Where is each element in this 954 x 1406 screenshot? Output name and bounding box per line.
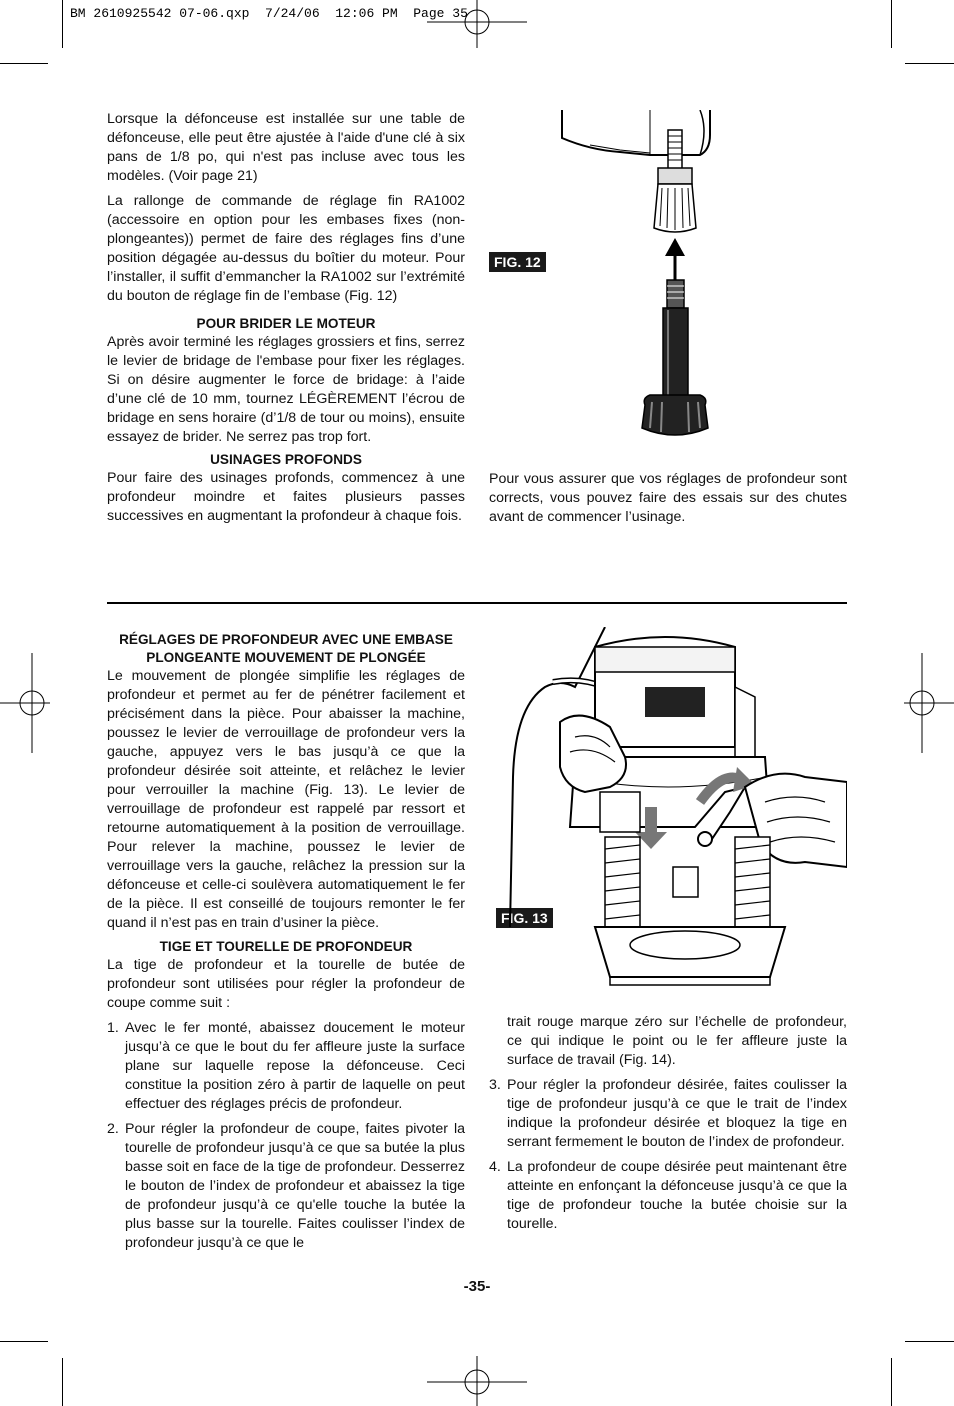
list-item xyxy=(107,1120,465,1253)
list-item-text: Pour régler la profondeur de coupe, faites pivoter la tourelle de profondeur jusqu’à ce que sa butée la plus basse soit en face de la tige de profondeur. Desserrez le bouton de l’index de profondeur et abaissez la tige de profondeur jusqu’à ce qu'elle touche la butée la plus basse sur la tourelle. Faites coulisser l’index de profondeur jusqu’à ce que le xyxy=(125,1121,465,1251)
page-number: -35- xyxy=(463,1278,491,1295)
fig-13-illustration xyxy=(505,627,847,987)
paragraph-usinages: Pour faire des usinages profonds, commencez à une profondeur moindre et faites plusieurs passes successives en augmentant la profondeur à chaque fois. xyxy=(107,470,465,524)
bottom-right-column xyxy=(489,1013,847,1234)
top-right-column xyxy=(489,470,847,527)
top-left-column xyxy=(107,110,465,526)
list-item xyxy=(489,1158,847,1234)
list-item xyxy=(107,1019,465,1114)
print-slug: BM 2610925542 07-06.qxp 7/24/06 12:06 PM Page 35 xyxy=(70,6,468,21)
heading-plunge-line1: RÉGLAGES DE PROFONDEUR AVEC UNE EMBASE xyxy=(119,632,453,647)
paragraph-ra1002: La rallonge de commande de réglage fin RA1002 (accessoire en option pour les embases fixes (non-plongeantes)) permet de faire des réglages fins d’une position dégagée au-dessus du boîtier du moteur. Pour l’installer, il suffit d’emmancher la RA1002 sur l’extrémité du bouton de réglage fin de l’embase (Fig. 12) xyxy=(107,193,465,304)
heading-usinages-profonds: USINAGES PROFONDS xyxy=(210,452,362,467)
heading-depth-rod: TIGE ET TOURELLE DE PROFONDEUR xyxy=(159,939,413,954)
heading-brider-moteur: POUR BRIDER LE MOTEUR xyxy=(196,316,376,331)
fig-13-label: FIG. 13 xyxy=(496,908,553,928)
list-item-number: 2. xyxy=(107,1121,119,1137)
registration-mark-top xyxy=(427,0,527,50)
registration-mark-left xyxy=(0,653,50,753)
fig-12-label: FIG. 12 xyxy=(489,252,546,272)
list-item xyxy=(489,1076,847,1152)
paragraph-brider: Après avoir terminé les réglages grossiers et fins, serrez le levier de bridage de l'embase pour fixer les réglages. Si on désire augmenter le force de bridage: à l’aide d’une clé de 10 mm, tournez LÉGÈREMENT l’écrou de bridage en sens horaire (d’1/8 de tour ou moins), ensuite essayez de brider. Ne serrez pas trop fort. xyxy=(107,334,465,445)
list-item-number: 4. xyxy=(489,1159,501,1175)
heading-plunge-line2: PLONGEANTE MOUVEMENT DE PLONGÉE xyxy=(146,650,426,665)
list-item-number: 1. xyxy=(107,1020,119,1036)
list-item-text: La profondeur de coupe désirée peut maintenant être atteinte en enfonçant la défonceuse jusqu’à ce que la tige de profondeur touche la butée choisie sur la tourelle. xyxy=(507,1159,847,1232)
fig-12-illustration xyxy=(550,110,730,445)
list-item-number: 3. xyxy=(489,1077,501,1093)
paragraph-table-adjust: Lorsque la défonceuse est installée sur une table de défonceuse, elle peut être ajustée à l'aide d'une clé à six pans de 1/8 po, qui n'est pas incluse avec tous les modèles. (Voir page 21) xyxy=(107,111,465,184)
paragraph-item2-continued: trait rouge marque zéro sur l’échelle de profondeur, ce qui indique le point ou le fer affleure juste la surface de travail (Fig. 14). xyxy=(507,1014,847,1068)
paragraph-plunge: Le mouvement de plongée simplifie les réglages de profondeur et permet au fer de pénétrer facilement et précisément dans la pièce. Pour abaisser la machine, poussez le levier de verrouillage de profondeur vers la gauche, appuyez vers le bas jusqu’à ce que la profondeur désirée soit atteinte, et relâchez le levier pour verrouiller la machine (Fig. 13). Le levier de verrouillage de profondeur est rappelé par ressort et retourne automatiquement à la position de verrouillage. Pour relever la machine, poussez le levier de verrouillage vers la gauche, relâchez la pression sur la défonceuse et celle-ci soulèvera automatiquement le fer de la pièce. Il est conseillé de toujours remonter le fer quand il n’est pas en train d’usiner la pièce. xyxy=(107,668,465,931)
registration-mark-right xyxy=(904,653,954,753)
list-item-text: Avec le fer monté, abaissez doucement le moteur jusqu’à ce que le bout du fer affleure juste la surface plane sur laquelle repose la défonceuse. Ceci constitue la position zéro à partir de laquelle on peut effectuer des réglages précis de profondeur. xyxy=(125,1020,465,1112)
paragraph-depth-rod: La tige de profondeur et la tourelle de butée de profondeur sont utilisées pour régler la profondeur de coupe comme suit : xyxy=(107,957,465,1011)
bottom-left-column xyxy=(107,631,465,1253)
list-item-text: Pour régler la profondeur désirée, faites coulisser la tige de profondeur jusqu’à ce que le trait de l’index indique la profondeur désirée et bloquez la tige en serrant fermement le bouton de l’index de profondeur. xyxy=(507,1077,847,1150)
paragraph-test-cuts: Pour vous assurer que vos réglages de profondeur sont corrects, vous pouvez faire des essais sur des chutes avant de commencer l’usinage. xyxy=(489,471,847,525)
section-divider xyxy=(107,602,847,604)
registration-mark-bottom xyxy=(427,1356,527,1406)
